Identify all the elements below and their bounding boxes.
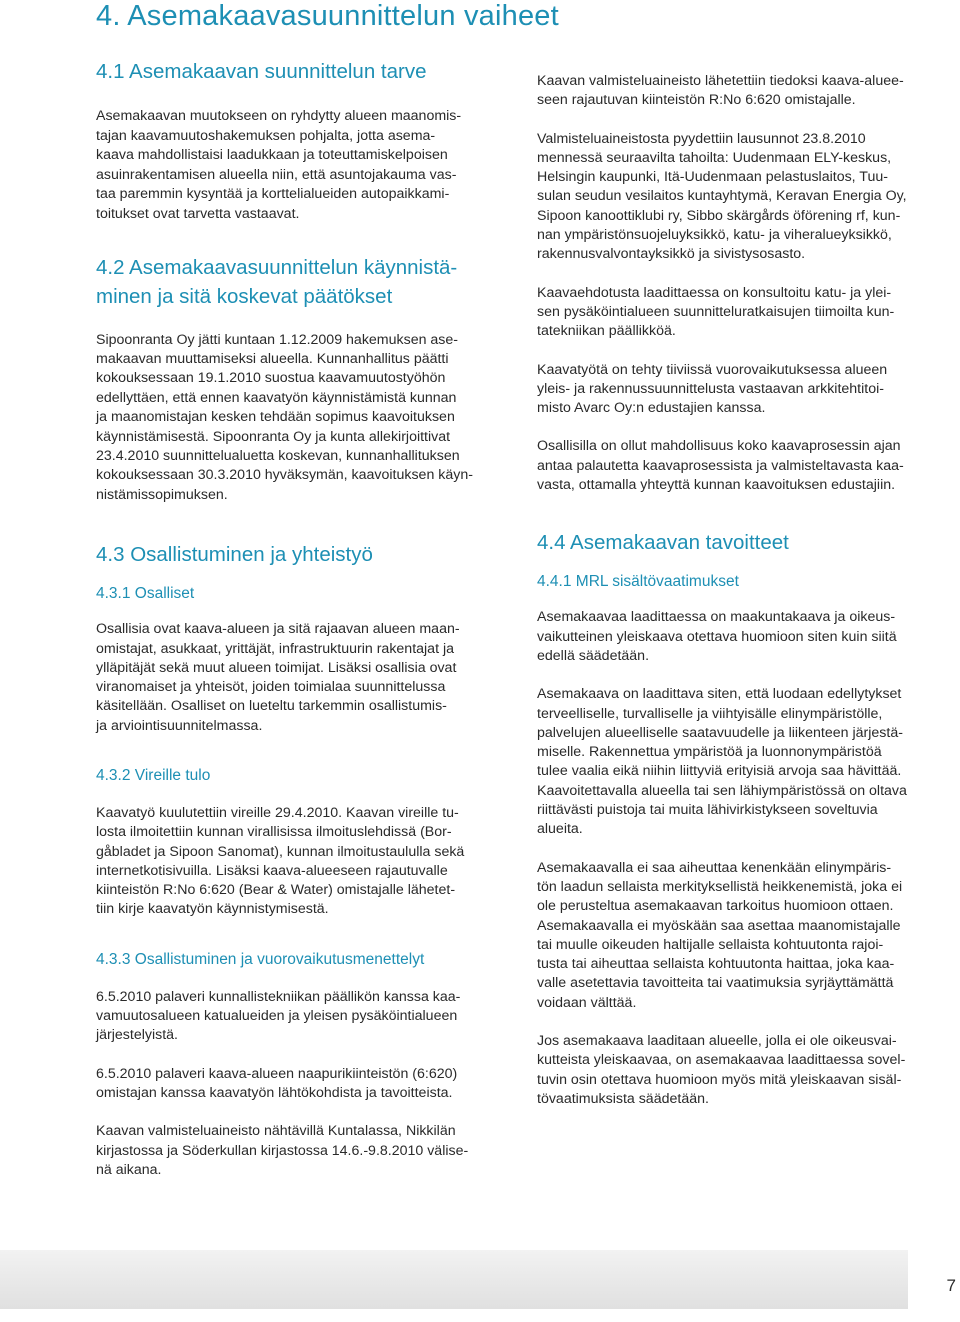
- page-title: 4. Asemakaavasuunnittelun vaiheet: [96, 0, 559, 32]
- section-4-3-3-heading: 4.3.3 Osallistuminen ja vuorovaikutusmenettelyt: [96, 950, 425, 968]
- section-4-1-text: Asemakaavan muutokseen on ryhdytty alueen maanomis- tajan kaavamuutoshakemuksen pohjalta, jotta asema- kaava mahdollistaisi laadukkaan ja toteuttamiskelpoisen asuinrakentamisen alueella niin, että asuntojakauma vas- taa paremmin kysyntää ja korttelialueiden autopaikkami- toitukset ovat tarvetta vastaavat.: [96, 108, 462, 222]
- right-paragraph-3: Kaavaehdotusta laadittaessa on konsultoitu katu- ja ylei- sen pysäköintialueen suunnitteluratkaisujen tiimoilta kun- tatekniikan päällikköä.: [537, 284, 895, 340]
- section-4-2-heading: 4.2 Asemakaavasuunnittelun käynnistä- minen ja sitä koskevat päätökset: [96, 255, 458, 308]
- section-4-1-heading: 4.1 Asemakaavan suunnittelun tarve: [96, 60, 427, 83]
- footer-bar: [0, 1250, 908, 1309]
- right-paragraph-7: Asemakaava on laadittava siten, että luodaan edellytykset terveelliselle, turvalliselle ja viihtyisälle elinympäristölle, palvelujen alueelliselle saatavuudelle ja liikenteen järjestä- miselle. Rakennettua ympäristöä ja luonnonympäristöä tulee vaalia eikä niihin liittyviä erityisiä arvoja saa hävittää. Kaavoitettavalla alueella tai sen lähiympäristössä on oltava riittävästi puistoja tai muita lähivirkistykseen soveltuvia alueita.: [537, 686, 907, 838]
- section-4-2-text: Sipoonranta Oy jätti kuntaan 1.12.2009 hakemuksen ase- makaavan muuttamiseksi alueella. Kunnanhallitus päätti kokouksessaan 19.1.2010 suostua kaavamuutostyöhön edellyttäen, että ennen kaavatyön käynnistämistä kunnan ja maanomistajan kesken tehdään sopimus kaavoituksen käynnistämisestä. Sipoonranta Oy ja kunta allekirjoittivat 23.4.2010 suunnittelualuetta koskevan, kunnanhallituksen kokouksessaan 30.3.2010 hyväksymän, kaavoituksen käyn- nistämissopimuksen.: [96, 331, 473, 503]
- right-paragraph-9: Jos asemakaava laaditaan alueelle, jolla ei ole oikeusvai- kutteista yleiskaavaa, on asemakaavaa laadittaessa sovel- tuvin osin otettava huomioon myös mitä yleiskaavan sisäl- tövaatimuksista säädetään.: [537, 1032, 906, 1107]
- section-4-3-1-text: Osallisia ovat kaava-alueen ja sitä rajaavan alueen maan- omistajat, asukkaat, yrittäjät, infrastruktuurin rakentajat ja ylläpitäjät sekä muut alueen toimijat. Lisäksi osallisia ovat viranomaiset ja yhteisöt, joiden toimialaa suunnittelussa käsitellään. Osalliset on lueteltu tarkemmin osallistumis- ja arviointisuunnitelmassa.: [96, 621, 460, 734]
- section-4-3-3-text-2: 6.5.2010 palaveri kaava-alueen naapurikiinteistön (6:620) omistajan kanssa kaavatyön lähtökohdista ja tavoitteista.: [96, 1065, 458, 1101]
- section-4-4-heading: 4.4 Asemakaavan tavoitteet: [537, 531, 789, 555]
- right-paragraph-1: Kaavan valmisteluaineisto lähetettiin tiedoksi kaava-aluee- seen rajautuvan kiinteistön R:No 6:620 omistajalle.: [537, 73, 904, 109]
- right-paragraph-4: Kaavatyötä on tehty tiiviissä vuorovaikutuksessa alueen yleis- ja rakennussuunnittelusta vastaavan arkkitehtitoi- misto Avarc Oy:n edustajien kanssa.: [537, 361, 888, 417]
- right-column: [537, 72, 939, 1109]
- section-4-3-2-heading: 4.3.2 Vireille tulo: [96, 767, 211, 784]
- section-4-3-3-text-1: 6.5.2010 palaveri kunnallistekniikan päällikön kanssa kaa- vamuutosalueen katualueiden ja yleisen pysäköintialueen järjestelyistä.: [96, 988, 461, 1044]
- right-paragraph-6: Asemakaavaa laadittaessa on maakuntakaava ja oikeus- vaikutteinen yleiskaava otettava huomioon siten kuin siitä edellä säädetään.: [537, 609, 897, 664]
- right-paragraph-2: Valmisteluaineistosta pyydettiin lausunnot 23.8.2010 mennessä seuraavilta tahoilta: Uudenmaan ELY-keskus, Helsingin kaupunki, Itä-Uudenmaan pelastuslaitos, Tuu- sulan seudun vesilaitos kuntayhtymä, Keravan Energia Oy, Sipoon kanoottiklubi ry, Sibbo skärgårds öförening rf, kun- nan ympäristönsuojeluyksikkö, katu- ja viheralueyksikkö, rakennusvalvontayksikkö ja sivistysosasto.: [537, 130, 907, 263]
- left-column: [96, 58, 496, 1180]
- page-number: [908, 1250, 960, 1309]
- right-paragraph-5: Osallisilla on ollut mahdollisuus koko kaavaprosessin ajan antaa palautetta kaavaprosessista ja valmisteltavasta kaa- vasta, ottamalla yhteyttä kunnan kaavoituksen edustajiin.: [537, 438, 904, 494]
- right-paragraph-8: Asemakaavalla ei saa aiheuttaa kenenkään elinympäris- tön laadun sellaista merkityksellistä heikkenemistä, joka ei ole perusteltua asemakaavan tarkoitus huomioon ottaen. Asemakaavalla ei myöskään saa asettaa maanomistajalle tai muulle oikeuden haltijalle sellaista kohtuutonta rajoi- tusta tai aiheuttaa sellaista kohtuutonta haittaa, joka kaa- valle asetettavia tavoitteita tai vaatimuksia syrjäyttämättä voidaan välttää.: [537, 859, 903, 1011]
- page-number-label: 7: [946, 1276, 956, 1295]
- section-4-3-2-text: Kaavatyö kuulutettiin vireille 29.4.2010. Kaavan vireille tu- losta ilmoitettiin kunnan virallisissa ilmoituslehdissä (Bor- gåbladet ja Sipoon Sanomat), kunnan ilmoitustaululla sekä internetkotisivuilla. Lisäksi kaava-alueeseen rajautuvalle kiinteistön R:No 6:620 (Bear & Water) omistajalle lähetet- tiin kirje kaavatyön käynnistymisestä.: [96, 805, 465, 918]
- section-4-4-1-heading: 4.4.1 MRL sisältövaatimukset: [537, 573, 739, 591]
- section-4-3-heading: 4.3 Osallistuminen ja yhteistyö: [96, 543, 373, 567]
- section-4-3-1-heading: 4.3.1 Osalliset: [96, 585, 195, 603]
- section-4-3-3-text-3: Kaavan valmisteluaineisto nähtävillä Kuntalassa, Nikkilän kirjastossa ja Söderkullan kirjastossa 14.6.-9.8.2010 välise- nä aikana.: [96, 1123, 469, 1178]
